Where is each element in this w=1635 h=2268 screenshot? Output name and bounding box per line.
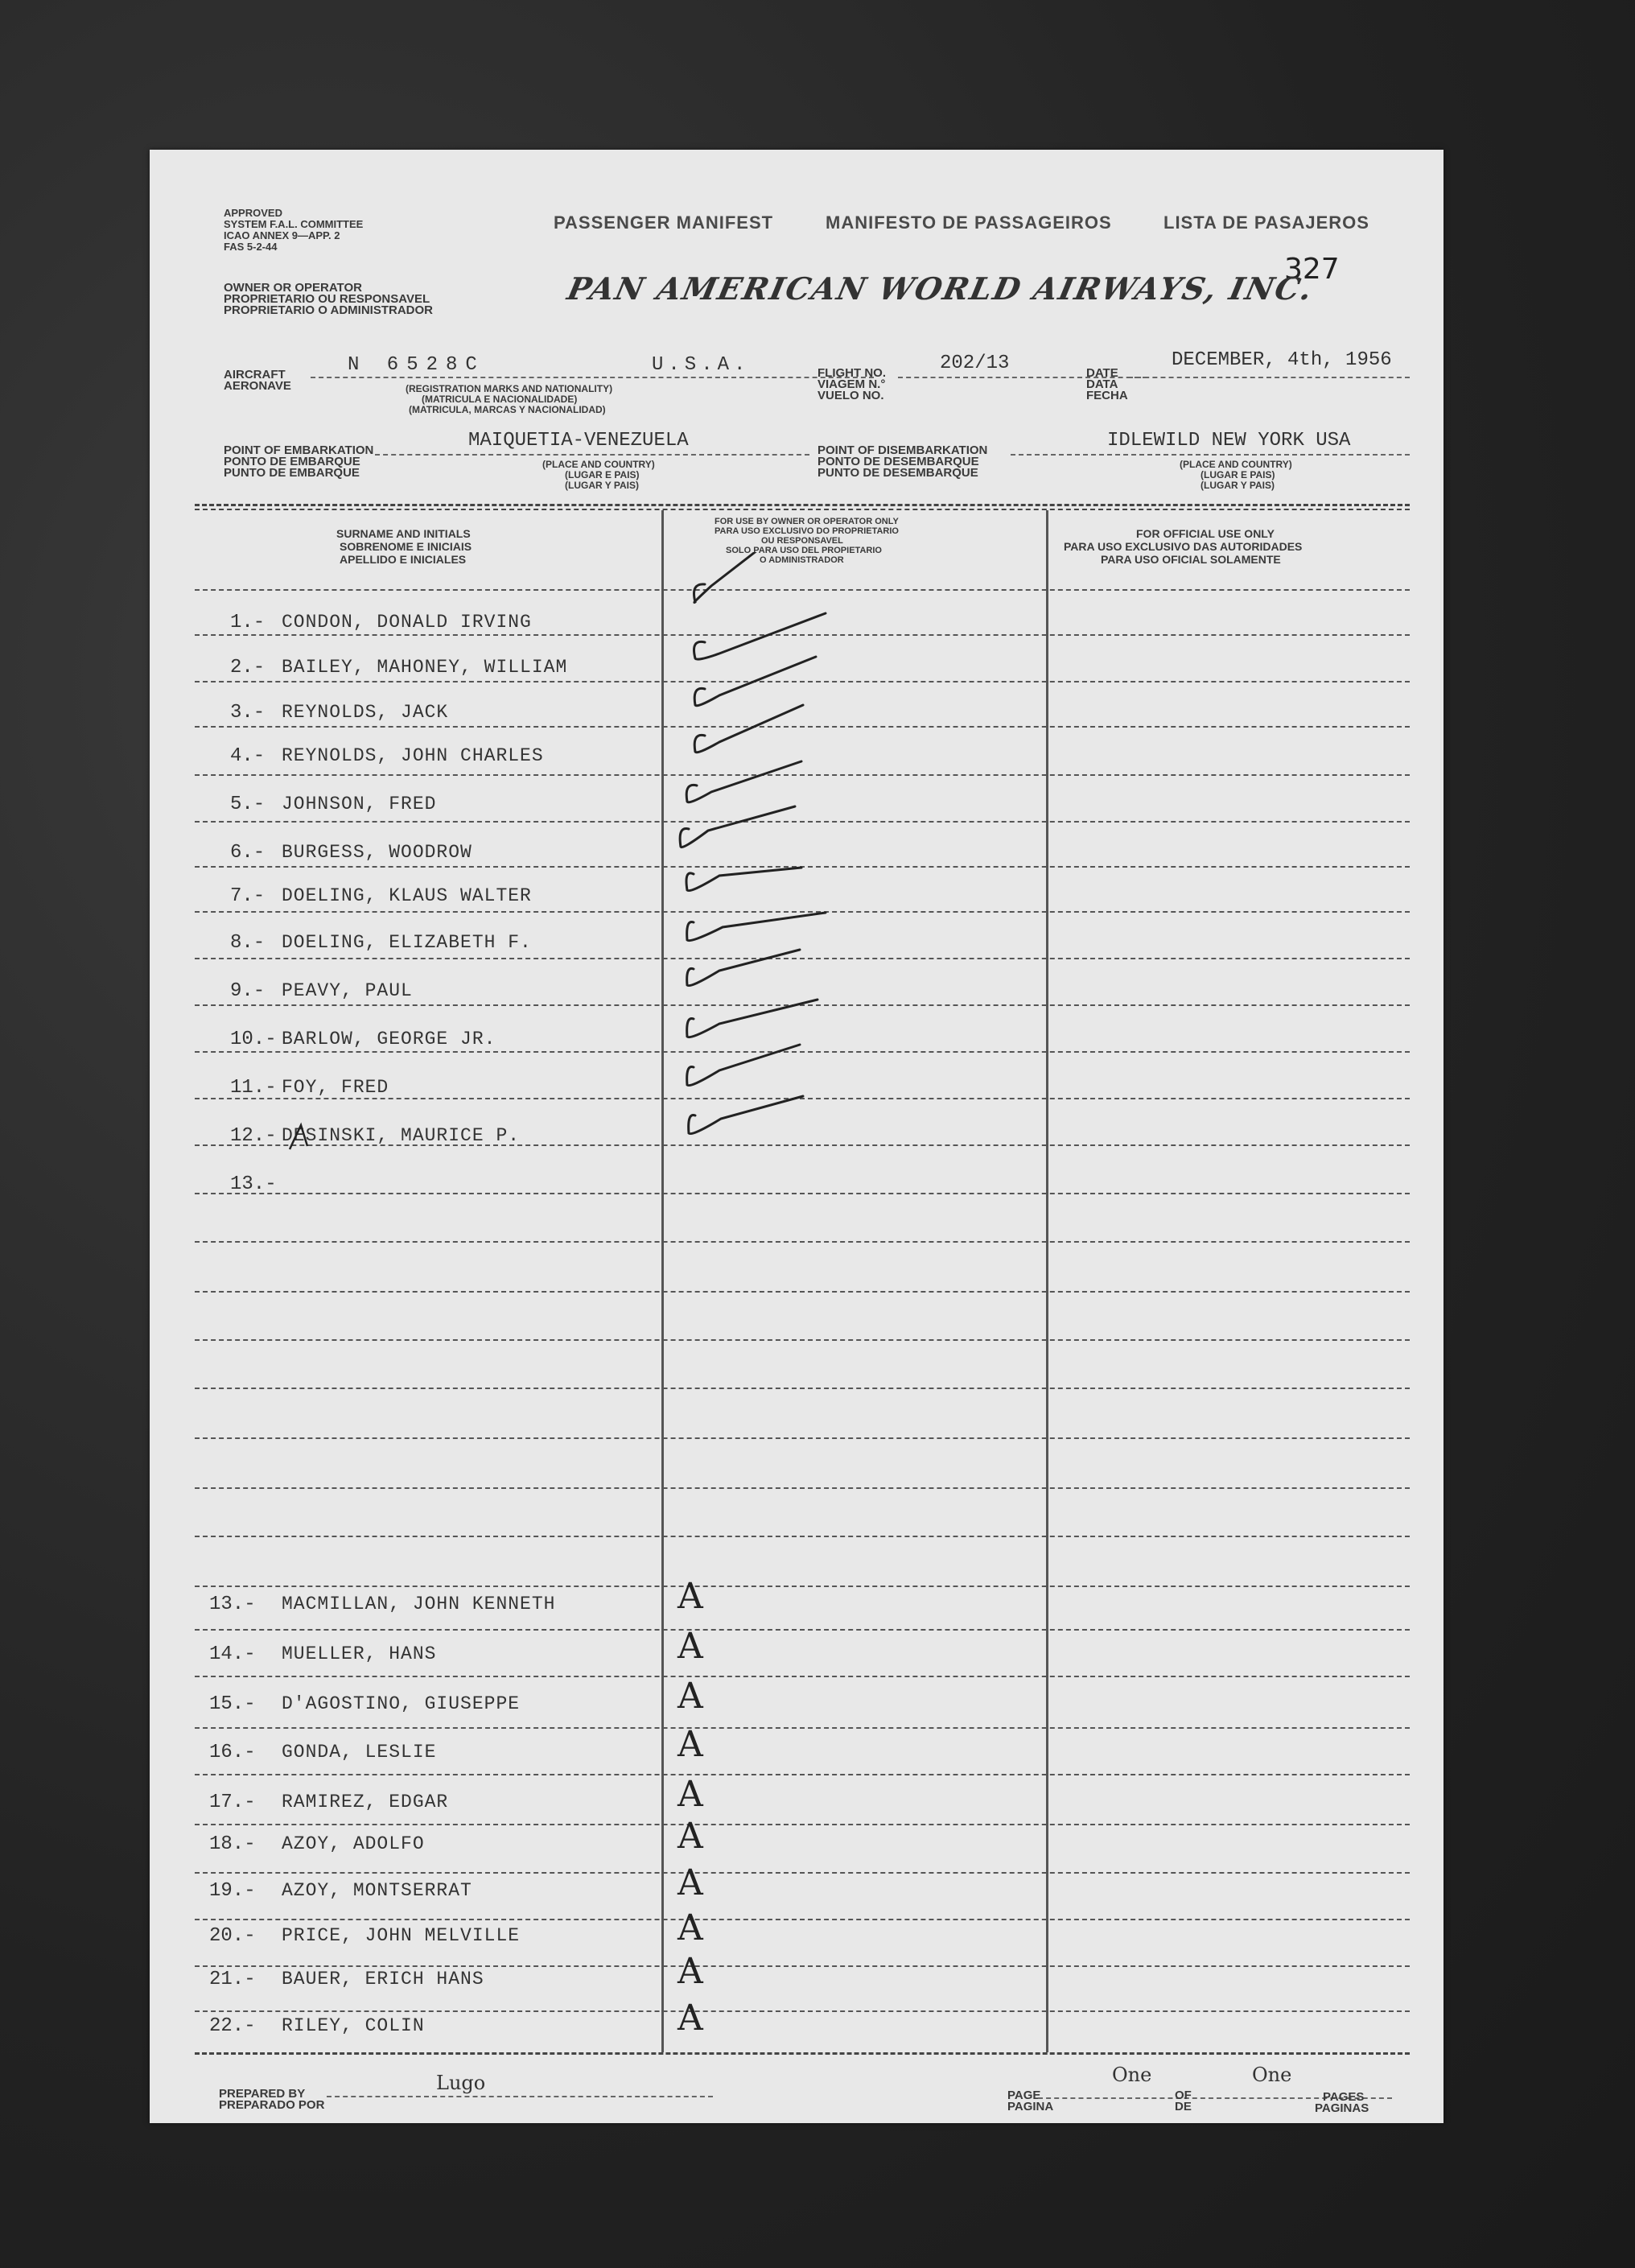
owner-label-1: OWNER OR OPERATOR [224, 281, 362, 295]
row-ruling-line [195, 1727, 1410, 1729]
a-mark: A [677, 1998, 703, 2039]
passenger-name: DOELING, KLAUS WALTER [282, 885, 532, 906]
passenger-name: BAILEY, MAHONEY, WILLIAM [282, 657, 568, 678]
passenger-name: JOHNSON, FRED [282, 794, 437, 814]
passenger-number: 2.- [230, 657, 266, 678]
row-ruling-line [195, 2010, 1410, 2012]
disembark-label-2: PONTO DE DESEMBARQUE [818, 455, 979, 468]
pages-label-1: PAGES [1323, 2090, 1365, 2104]
of-label-1: OF [1175, 2089, 1192, 2102]
passenger-number: 13.- [209, 1594, 256, 1615]
disembark-value: IDLEWILD NEW YORK USA [1107, 430, 1351, 452]
owner-label-3: PROPRIETARIO O ADMINISTRADOR [224, 303, 434, 317]
passenger-number: 6.- [230, 842, 266, 864]
passenger-number: 14.- [209, 1643, 256, 1665]
embark-underline [375, 454, 809, 456]
flight-label-2: VIAGEM N.° [818, 377, 886, 391]
check-mark-11 [687, 1045, 800, 1086]
of-label-2: DE [1175, 2100, 1192, 2113]
col3-header-3: PARA USO OFICIAL SOLAMENTE [1101, 553, 1281, 566]
disembark-place-label-3: (LUGAR Y PAIS) [1201, 480, 1275, 491]
date-label-2: DATA [1086, 377, 1118, 391]
passenger-number: 8.- [230, 932, 266, 954]
nationality-value: U.S.A. [652, 354, 751, 376]
aircraft-label-2: AERONAVE [224, 379, 291, 393]
row-ruling-line [195, 1919, 1410, 1920]
title-portuguese: MANIFESTO DE PASSAGEIROS [826, 212, 1112, 233]
passenger-name: D'AGOSTINO, GIUSEPPE [282, 1693, 521, 1714]
a-mark: A [677, 1862, 703, 1903]
row-ruling-line [195, 1629, 1410, 1631]
embark-place-label-2: (LUGAR E PAIS) [565, 469, 640, 480]
row-ruling-line [195, 1536, 1410, 1537]
passenger-name: REYNOLDS, JOHN CHARLES [282, 745, 544, 766]
passenger-number: 15.- [209, 1693, 256, 1715]
passenger-number: 1.- [230, 612, 266, 633]
row-ruling-line [195, 1437, 1410, 1439]
manifest-page [150, 150, 1443, 2123]
registration-label-2: (MATRICULA E NACIONALIDADE) [422, 394, 578, 405]
check-mark-7 [686, 868, 801, 891]
date-label-1: DATE [1086, 366, 1118, 380]
row-ruling-line [195, 1774, 1410, 1775]
passenger-number: 12.- [230, 1125, 277, 1147]
passenger-number: 4.- [230, 745, 266, 767]
prepared-value: Lugo [436, 2072, 486, 2094]
a-mark: A [677, 1907, 703, 1948]
passenger-name: REYNOLDS, JACK [282, 702, 449, 723]
prepared-underline [327, 2096, 713, 2097]
passenger-number: 5.- [230, 794, 266, 815]
check-mark-2 [694, 613, 826, 659]
of-value: One [1252, 2064, 1292, 2086]
passenger-name: CONDON, DONALD IRVING [282, 612, 532, 633]
passenger-number: 11.- [230, 1077, 277, 1099]
check-mark-8 [687, 913, 826, 941]
passenger-number: 19.- [209, 1880, 256, 1902]
aircraft-label-1: AIRCRAFT [224, 368, 286, 381]
owner-label-2: PROPRIETARIO OU RESPONSAVEL [224, 292, 430, 306]
check-mark-9 [687, 950, 800, 986]
a-mark: A [677, 1951, 703, 1992]
col1-header-1: SURNAME AND INITIALS [336, 527, 471, 540]
passenger-name: RILEY, COLIN [282, 2015, 425, 2036]
aircraft-value: N 6528C [348, 354, 485, 376]
passenger-number: 13.- [230, 1173, 277, 1195]
col2-header-2: PARA USO EXCLUSIVO DO PROPRIETARIO [715, 526, 899, 536]
passenger-number: 18.- [209, 1833, 256, 1855]
check-mark-10 [687, 1000, 818, 1037]
col2-header-4: SOLO PARA USO DEL PROPIETARIO [726, 546, 882, 555]
passenger-number: 16.- [209, 1742, 256, 1763]
approved-line-2: SYSTEM F.A.L. COMMITTEE [224, 218, 364, 230]
passenger-number: 22.- [209, 2015, 256, 2037]
check-mark-1 [694, 552, 762, 603]
passenger-name: DOELING, ELIZABETH F. [282, 932, 532, 953]
col2-header-1: FOR USE BY OWNER OR OPERATOR ONLY [715, 517, 899, 526]
passenger-name: PRICE, JOHN MELVILLE [282, 1925, 521, 1946]
passenger-name: DESINSKI, MAURICE P. [282, 1125, 521, 1146]
passenger-name: BARLOW, GEORGE JR. [282, 1029, 496, 1049]
column-divider-2 [1046, 510, 1048, 2052]
flight-label-3: VUELO NO. [818, 389, 884, 402]
page-label-1: PAGE [1007, 2089, 1041, 2102]
col3-header-2: PARA USO EXCLUSIVO DAS AUTORIDADES [1064, 540, 1303, 553]
check-mark-12 [689, 1096, 803, 1134]
passenger-number: 21.- [209, 1969, 256, 1990]
disembark-underline [1011, 454, 1410, 456]
passenger-number: 20.- [209, 1925, 256, 1947]
embark-value: MAIQUETIA-VENEZUELA [468, 430, 689, 452]
passenger-name: AZOY, ADOLFO [282, 1833, 425, 1854]
approved-line-4: FAS 5-2-44 [224, 241, 278, 253]
row-ruling-line [195, 1676, 1410, 1677]
disembark-place-label-2: (LUGAR E PAIS) [1201, 469, 1275, 480]
passenger-number: 3.- [230, 702, 266, 724]
annotation-mark [283, 1122, 315, 1154]
table-top-border [195, 504, 1410, 506]
date-label-3: FECHA [1086, 389, 1128, 402]
a-mark: A [677, 1626, 703, 1667]
registration-label-3: (MATRICULA, MARCAS Y NACIONALIDAD) [409, 404, 606, 415]
col1-header-3: APELLIDO E INICIALES [340, 553, 467, 566]
passenger-name: MACMILLAN, JOHN KENNETH [282, 1594, 556, 1614]
passenger-name: FOY, FRED [282, 1077, 389, 1098]
check-mark-6 [680, 806, 795, 847]
flight-label-1: FLIGHT NO. [818, 366, 886, 380]
page-value: One [1112, 2064, 1152, 2086]
col2-header-3: OU RESPONSAVEL [761, 536, 843, 546]
row-ruling-line [195, 1872, 1410, 1874]
check-mark-4 [694, 705, 803, 753]
a-mark: A [677, 1816, 703, 1857]
title-spanish: LISTA DE PASAJEROS [1163, 212, 1369, 233]
embark-label-2: PONTO DE EMBARQUE [224, 455, 360, 468]
pages-label-2: PAGINAS [1315, 2101, 1369, 2115]
approved-line-1: APPROVED [224, 207, 282, 219]
approved-line-3: ICAO ANNEX 9—APP. 2 [224, 229, 340, 241]
a-mark: A [677, 1676, 703, 1717]
row-ruling-line [195, 1824, 1410, 1825]
a-mark: A [677, 1724, 703, 1765]
passenger-name: BURGESS, WOODROW [282, 842, 472, 863]
company-name: PAN AMERICAN WORLD AIRWAYS, INC. [564, 270, 1317, 307]
disembark-place-label-1: (PLACE AND COUNTRY) [1180, 459, 1292, 470]
passenger-name: MUELLER, HANS [282, 1643, 437, 1664]
page-number: 327 [1284, 253, 1340, 286]
passenger-name: GONDA, LESLIE [282, 1742, 437, 1763]
check-mark-3 [694, 657, 816, 706]
title-english: PASSENGER MANIFEST [554, 212, 774, 233]
a-mark: A [677, 1576, 703, 1617]
registration-label-1: (REGISTRATION MARKS AND NATIONALITY) [406, 383, 613, 394]
prepared-label-2: PREPARADO POR [219, 2098, 325, 2112]
row-ruling-line [195, 1965, 1410, 1967]
aircraft-underline [311, 377, 874, 378]
passenger-name: AZOY, MONTSERRAT [282, 1880, 472, 1901]
row-ruling-line [195, 1388, 1410, 1389]
disembark-label-1: POINT OF DISEMBARKATION [818, 443, 988, 457]
prepared-label-1: PREPARED BY [219, 2087, 306, 2101]
table-bottom-border [195, 2052, 1410, 2055]
row-ruling-line [195, 1339, 1410, 1341]
row-ruling-line [195, 1586, 1410, 1587]
col2-header-5: O ADMINISTRADOR [760, 555, 844, 565]
passenger-name: PEAVY, PAUL [282, 980, 413, 1001]
date-underline [1128, 377, 1410, 378]
embark-label-3: PUNTO DE EMBARQUE [224, 466, 360, 480]
passenger-number: 7.- [230, 885, 266, 907]
table-top-border-2 [195, 509, 1410, 510]
passenger-name: BAUER, ERICH HANS [282, 1969, 484, 1990]
date-value: DECEMBER, 4th, 1956 [1172, 349, 1392, 371]
embark-label-1: POINT OF EMBARKATION [224, 443, 374, 457]
passenger-number: 10.- [230, 1029, 277, 1050]
row-ruling-line [195, 1487, 1410, 1489]
disembark-label-3: PUNTO DE DESEMBARQUE [818, 466, 978, 480]
passenger-name: RAMIREZ, EDGAR [282, 1792, 449, 1812]
passenger-number: 17.- [209, 1792, 256, 1813]
col1-header-2: SOBRENOME E INICIAIS [340, 540, 472, 553]
flight-value: 202/13 [940, 353, 1010, 374]
embark-place-label-3: (LUGAR Y PAIS) [565, 480, 640, 491]
passenger-number: 9.- [230, 980, 266, 1002]
a-mark: A [677, 1774, 703, 1815]
embark-place-label-1: (PLACE AND COUNTRY) [542, 459, 655, 470]
check-mark-5 [686, 761, 801, 802]
col3-header-1: FOR OFFICIAL USE ONLY [1136, 527, 1275, 540]
page-label-2: PAGINA [1007, 2100, 1054, 2113]
check-marks-group [584, 552, 922, 1309]
